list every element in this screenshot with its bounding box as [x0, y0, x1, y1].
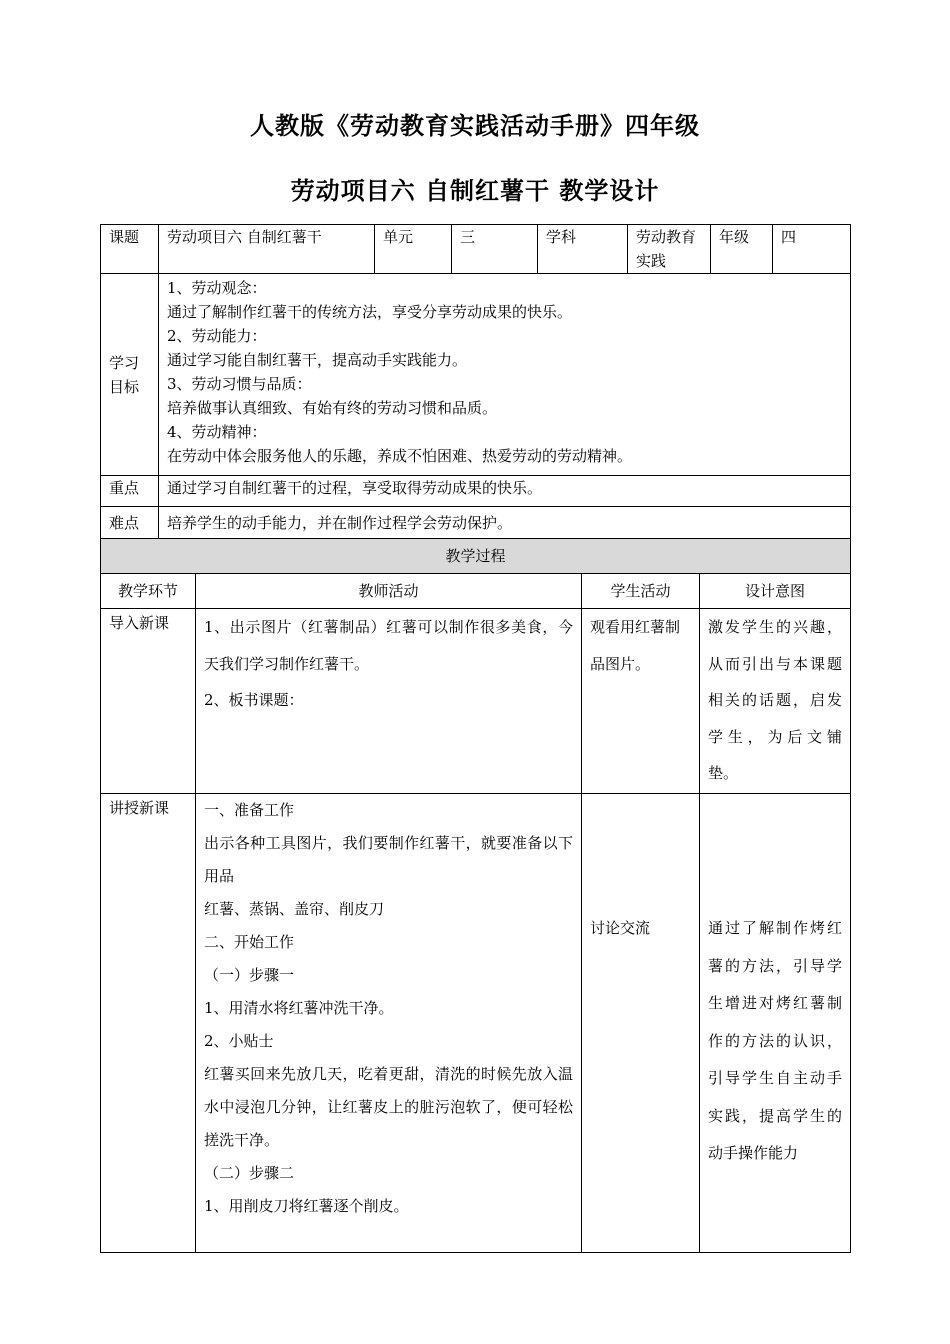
goals-content [159, 274, 851, 476]
difficulty-value: 培养学生的动手能力，并在制作过程学会劳动保护。 [159, 507, 851, 540]
teacher-line: 一、准备工作 [204, 801, 295, 819]
process-header-row [101, 539, 851, 574]
key-point-label: 重点 [101, 476, 159, 507]
stage-cell: 讲授新课 [101, 794, 196, 1253]
goal-line: 通过学习能自制红薯干，提高动手实践能力。 [167, 351, 468, 369]
teacher-cell [196, 609, 582, 794]
lesson-info-table [100, 224, 851, 540]
intent-cell: 通过了解制作烤红薯的方法，引导学生增进对烤红薯制作的方法的认识，引导学生自主动手实践，提高学生的动手操作能力 [700, 794, 851, 1253]
goals-label: 学习目标 [101, 274, 159, 476]
subject-value: 劳动项目六 自制红薯干 [159, 225, 375, 274]
difficulty-row [101, 507, 851, 540]
goal-line: 4、劳动精神： [167, 423, 267, 441]
goal-line: 3、劳动习惯与品质： [167, 375, 312, 393]
teacher-line: 1、用削皮刀将红薯逐个削皮。 [204, 1197, 409, 1215]
goals-row [101, 274, 851, 476]
teacher-line: （一）步骤一 [204, 966, 295, 984]
unit-value: 三 [452, 225, 538, 274]
teacher-line: 红薯买回来先放几天，吃着更甜，清洗的时候先放入温水中浸泡几分钟，让红薯皮上的脏污泡软了，便可轻松搓洗干净。 [204, 1065, 573, 1149]
teacher-cell [196, 794, 582, 1253]
teacher-line: 红薯、蒸锅、盖帘、削皮刀 [204, 900, 385, 918]
student-cell: 观看用红薯制品图片。 [582, 609, 700, 794]
grade-value: 四 [773, 225, 851, 274]
col-student: 学生活动 [582, 574, 700, 609]
unit-label: 单元 [375, 225, 452, 274]
process-columns-row [101, 574, 851, 609]
goal-line: 2、劳动能力： [167, 327, 267, 345]
difficulty-label: 难点 [101, 507, 159, 540]
table-row [101, 609, 851, 794]
table-row [101, 794, 851, 1253]
teaching-process-table [100, 538, 851, 1253]
intent-cell: 激发学生的兴趣，从而引出与本课题相关的话题，启发学生，为后文铺垫。 [700, 609, 851, 794]
teacher-line: 出示各种工具图片，我们要制作红薯干，就要准备以下用品 [204, 834, 573, 885]
goal-line: 在劳动中体会服务他人的乐趣，养成不怕困难、热爱劳动的劳动精神。 [167, 447, 633, 465]
col-stage: 教学环节 [101, 574, 196, 609]
student-cell: 讨论交流 [582, 794, 700, 1253]
teacher-line: 二、开始工作 [204, 933, 295, 951]
teacher-line: 2、小贴士 [204, 1032, 274, 1050]
teacher-line: （二）步骤二 [204, 1164, 295, 1182]
subject-label: 课题 [101, 225, 159, 274]
key-point-value: 通过学习自制红薯干的过程，享受取得劳动成果的快乐。 [159, 476, 851, 507]
col-intent: 设计意图 [700, 574, 851, 609]
grade-label: 年级 [711, 225, 773, 274]
discipline-value: 劳动教育实践 [628, 225, 711, 274]
teacher-line: 1、用清水将红薯冲洗干净。 [204, 999, 394, 1017]
teacher-line: 1、出示图片（红薯制品）红薯可以制作很多美食，今天我们学习制作红薯干。 [204, 618, 573, 673]
goal-line: 通过了解制作红薯干的传统方法，享受分享劳动成果的快乐。 [167, 303, 573, 321]
document-subtitle: 劳动项目六 自制红薯干 教学设计 [290, 177, 660, 205]
teacher-line: 2、板书课题： [204, 691, 304, 709]
key-point-row [101, 476, 851, 507]
document-title: 人教版《劳动教育实践活动手册》四年级 [250, 112, 700, 140]
discipline-label: 学科 [538, 225, 628, 274]
info-header-row [101, 225, 851, 274]
goal-line: 1、劳动观念： [167, 279, 267, 297]
goal-line: 培养做事认真细致、有始有终的劳动习惯和品质。 [167, 399, 498, 417]
stage-cell: 导入新课 [101, 609, 196, 794]
col-teacher: 教师活动 [196, 574, 582, 609]
process-header: 教学过程 [101, 539, 851, 574]
